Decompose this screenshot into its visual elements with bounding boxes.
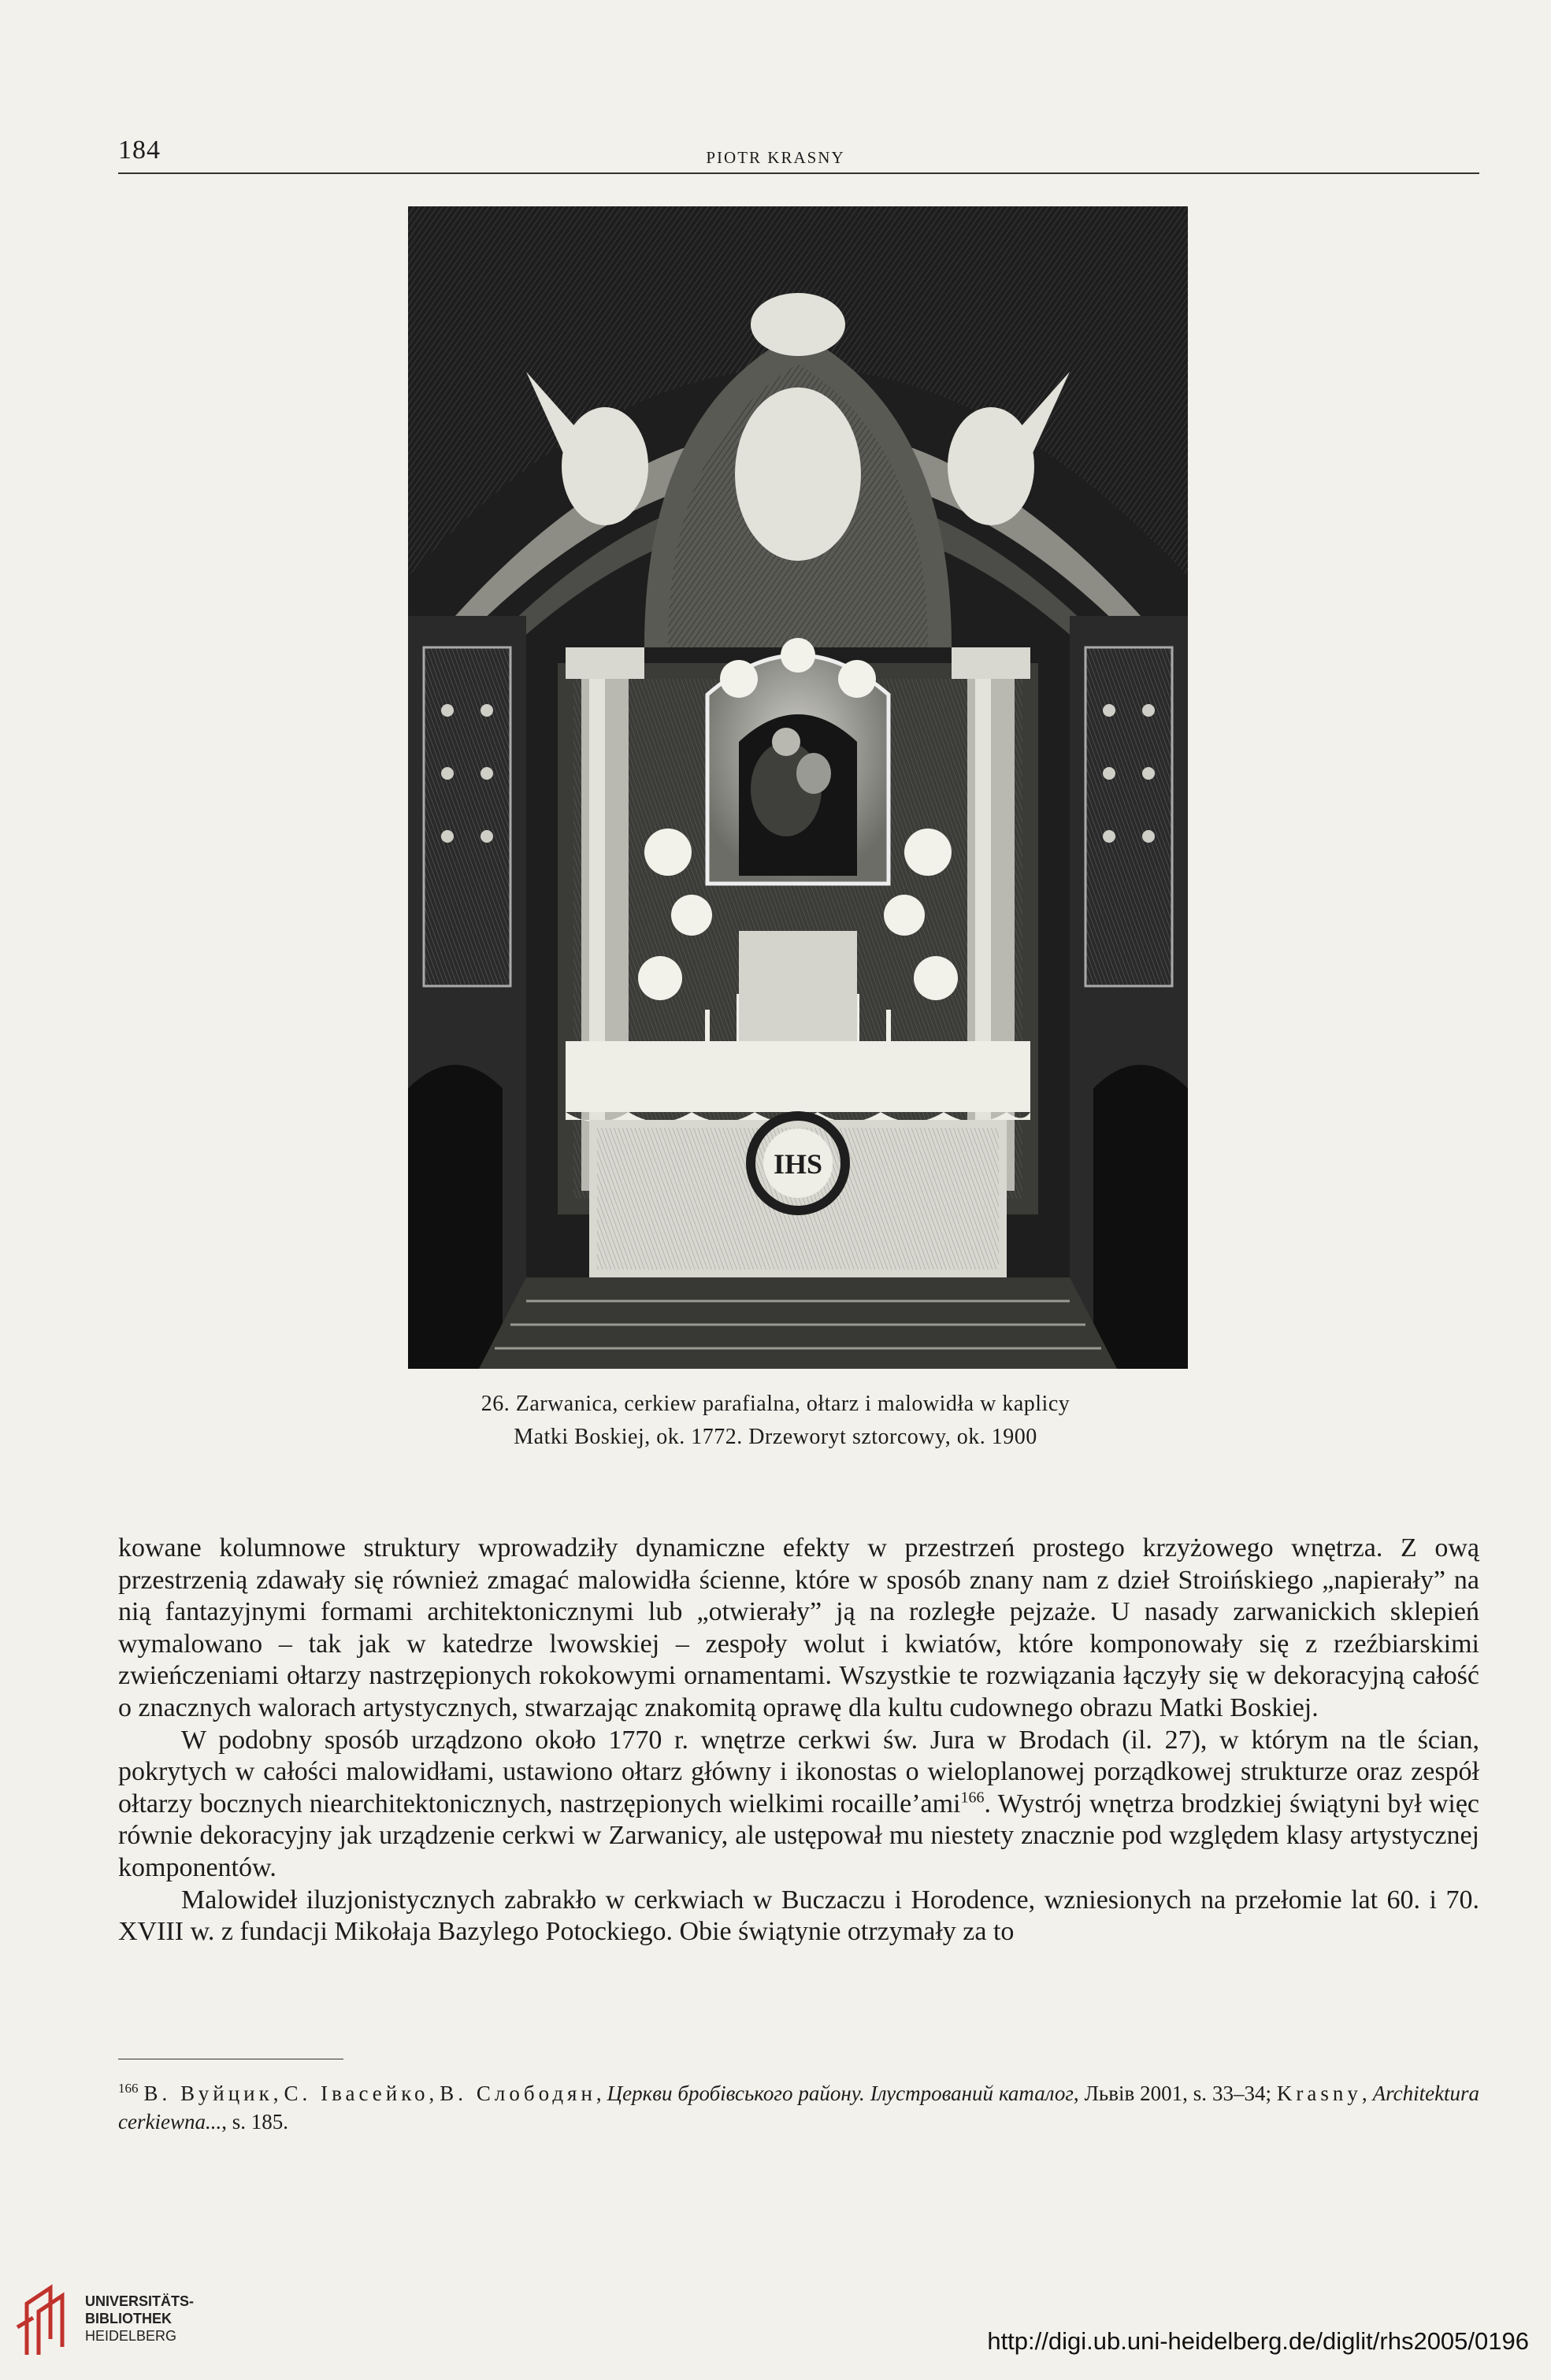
fn-author-1: В. Вуйцик bbox=[143, 2082, 273, 2105]
library-logo[interactable] bbox=[11, 2280, 195, 2367]
paragraph-3: Malowideł iluzjonistycznych zabrakło w cerkwiach w Buczaczu i Horodence, wzniesionych na przełomie lat 60. i 70. XVIII w. z fundacji Mikołaja Bazylego Potockiego. Obie świątynie otrzymały za to bbox=[118, 1885, 1479, 1947]
fn-title: Церкви бробівського району. Ілустрований каталог bbox=[607, 2082, 1074, 2105]
library-name bbox=[85, 2293, 194, 2345]
fn-after-title: , Львів 2001, s. 33–34; bbox=[1073, 2082, 1277, 2105]
body-text bbox=[118, 1533, 1479, 1948]
header-rule bbox=[118, 172, 1479, 174]
paragraph-2 bbox=[118, 1725, 1479, 1885]
fn-sep-3: , bbox=[596, 2082, 607, 2105]
paragraph-2-text-b: . Wystrój wnętrza brodzkiej świątyni był więc równie dekoracyjny jak urządzenie cerkwi w Zarwanicy, ale ustępował mu niestety znacznie pod względem klasy artystycznej komponentów. bbox=[118, 1789, 1479, 1882]
library-line-2: BIBLIOTHEK bbox=[85, 2311, 172, 2326]
library-line-3: HEIDELBERG bbox=[85, 2328, 177, 2344]
fn-sep-1: , bbox=[273, 2082, 284, 2105]
footnote-166 bbox=[118, 2079, 1479, 2136]
paragraph-2-text-a: W podobny sposób urządzono około 1770 r. wnętrze cerkwi św. Jura w Brodach (il. 27), w którym na tle ścian, pokrytych w całości malowidłami, ustawiono ołtarz główny i ikonostas o wieloplanowej porządkowej strukturze oraz zespół ołtarzy bocznych niearchitektonicznych, nastrzępionych wielkimi rocaille’ami bbox=[118, 1725, 1479, 1818]
library-line-1: UNIVERSITÄTS- bbox=[85, 2293, 195, 2309]
caption-line-1: 26. Zarwanica, cerkiew parafialna, ołtarz i malowidła w kaplicy bbox=[481, 1392, 1070, 1416]
fn-author-3: В. Слободян bbox=[440, 2082, 596, 2105]
fn-author-2: С. Івасейко bbox=[284, 2082, 429, 2105]
fn-author-4: Krasny bbox=[1276, 2082, 1362, 2105]
figure-caption bbox=[0, 1388, 1551, 1454]
footnote-number: 166 bbox=[118, 2081, 139, 2096]
fn-sep-2: , bbox=[429, 2082, 440, 2105]
footnote-ref-166[interactable]: 166 bbox=[960, 1789, 985, 1807]
altar-engraving-figure bbox=[408, 206, 1188, 1369]
paragraph-1: kowane kolumnowe struktury wprowadziły dynamiczne efekty w przestrzeń prostego krzyżowego wnętrza. Z ową przestrzenią zdawały się również zmagać malowidła ścienne, które w sposób znany nam z dzieł Stroińskiego „napierały” na nią fantazyjnymi formami architektonicznymi lub „otwierały” ją na rozległe pejzaże. U nasady zarwanickich sklepień wymalowano – tak jak w katedrze lwowskiej – zespoły wolut i kwiatów, które komponowały się z rzeźbiarskimi zwieńczeniami ołtarzy nastrzępionych rokokowymi ornamentami. Wszystkie te rozwiązania łączyły się w dekoracyjną całość o znacznych walorach artystycznych, stwarzając znakomitą oprawę dla kultu cudownego obrazu Matki Boskiej. bbox=[118, 1533, 1479, 1722]
altar-monogram: IHS bbox=[773, 1148, 823, 1180]
altar-engraving-image bbox=[408, 206, 1188, 1369]
fn-title-2: Architektura cerkiewna... bbox=[118, 2082, 1480, 2133]
page-number: 184 bbox=[118, 135, 161, 165]
fn-sep-4: , bbox=[1361, 2082, 1373, 2105]
library-logo-icon bbox=[11, 2280, 79, 2359]
source-url-link[interactable]: http://digi.ub.uni-heidelberg.de/diglit/rhs2005/0196 bbox=[987, 2327, 1529, 2355]
fn-after-title-2: , s. 185. bbox=[221, 2110, 288, 2133]
running-head: PIOTR KRASNY bbox=[706, 148, 845, 167]
caption-line-2: Matki Boskiej, ok. 1772. Drzeworyt sztorcowy, ok. 1900 bbox=[514, 1425, 1037, 1449]
